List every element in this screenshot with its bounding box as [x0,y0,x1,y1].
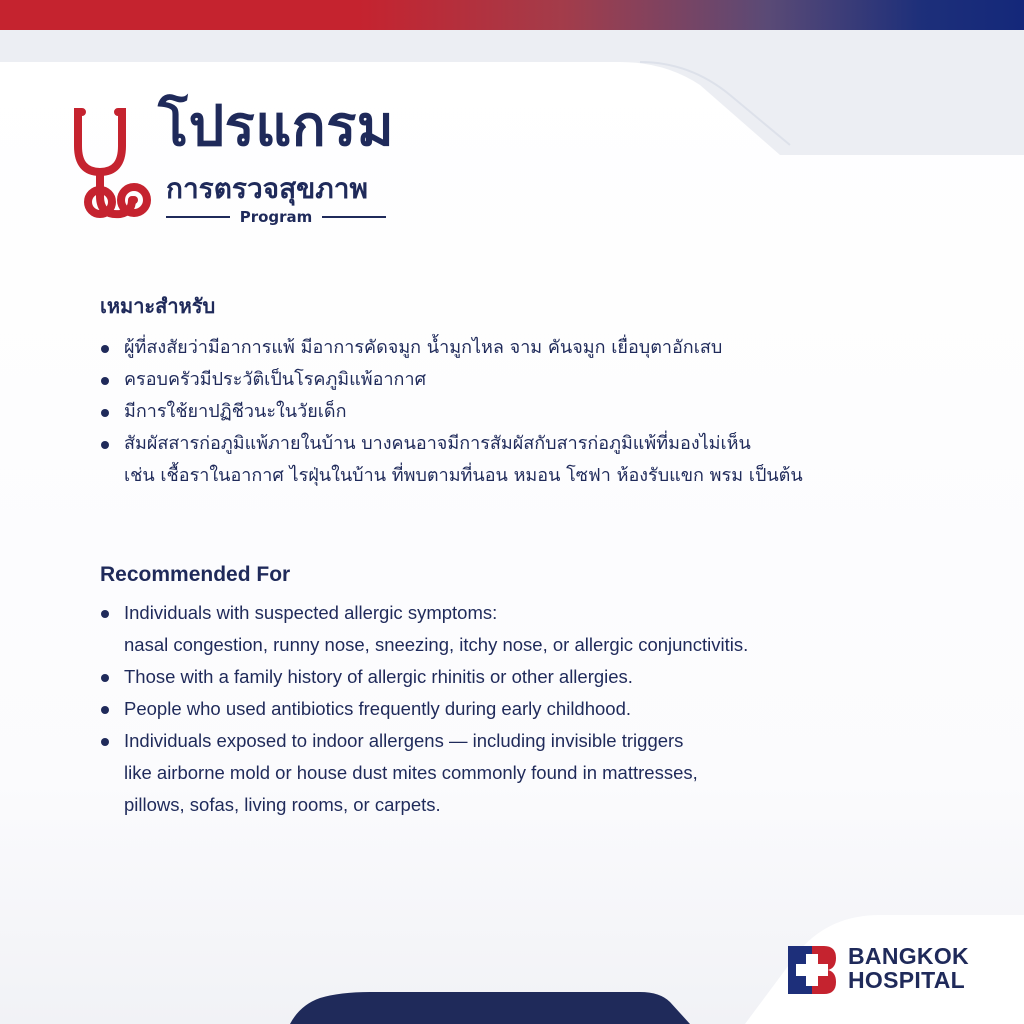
thai-recommended-section [100,290,960,492]
bullet-icon [101,674,109,682]
list-item-text: pillows, sofas, living rooms, or carpets. [124,794,441,815]
bullet-icon [101,345,109,353]
bullet-icon [101,409,109,417]
list-item [100,693,960,725]
hospital-cross-logo-icon [788,946,836,994]
list-item-text: ผู้ที่สงสัยว่ามีอาการแพ้ มีอาการคัดจมูก น้ำมูกไหล จาม คันจมูก เยื่อบุตาอักเสบ [124,337,723,358]
program-subtitle: การตรวจสุขภาพ [166,172,368,205]
list-item [100,364,960,396]
brand-name-line2: HOSPITAL [848,967,965,993]
divider-right [322,216,386,218]
bullet-icon [101,610,109,618]
thai-section-heading: เหมาะสำหรับ [100,294,216,318]
bullet-icon [101,441,109,449]
brand-name-line1: BANGKOK [848,943,969,969]
bullet-icon [101,738,109,746]
bangkok-hospital-logo [788,944,988,996]
list-item-text: สัมผัสสารก่อภูมิแพ้ภายในบ้าน บางคนอาจมีการสัมผัสกับสารก่อภูมิแพ้ที่มองไม่เห็น [124,433,751,454]
list-item-text: like airborne mold or house dust mites commonly found in mattresses, [124,762,698,783]
list-item [100,332,960,364]
program-title: โปรแกรม [158,94,395,159]
english-section-heading: Recommended For [100,563,291,586]
program-label: Program [239,208,313,226]
program-logo [70,95,400,235]
program-label-row [166,207,386,227]
list-item-text: Those with a family history of allergic rhinitis or other allergies. [124,666,633,687]
list-item-text: nasal congestion, runny nose, sneezing, itchy nose, or allergic conjunctivitis. [124,634,749,655]
list-item [100,725,960,821]
bullet-icon [101,706,109,714]
list-item [100,428,960,492]
list-item-text: Individuals exposed to indoor allergens — including invisible triggers [124,730,684,751]
list-item [100,661,960,693]
list-item-text: Individuals with suspected allergic symptoms: [124,602,498,623]
list-item [100,597,960,661]
divider-left [166,216,230,218]
list-item-text: มีการใช้ยาปฏิชีวนะในวัยเด็ก [124,401,347,422]
list-item-text: People who used antibiotics frequently during early childhood. [124,698,632,719]
brand-name [848,944,969,992]
list-item-text: เช่น เชื้อราในอากาศ ไรฝุ่นในบ้าน ที่พบตามที่นอน หมอน โซฟา ห้องรับแขก พรม เป็นต้น [124,465,803,486]
list-item [100,396,960,428]
stethoscope-icon [70,100,156,225]
list-item-text: ครอบครัวมีประวัติเป็นโรคภูมิแพ้อากาศ [124,369,426,390]
english-recommended-section [100,563,960,821]
bullet-icon [101,377,109,385]
